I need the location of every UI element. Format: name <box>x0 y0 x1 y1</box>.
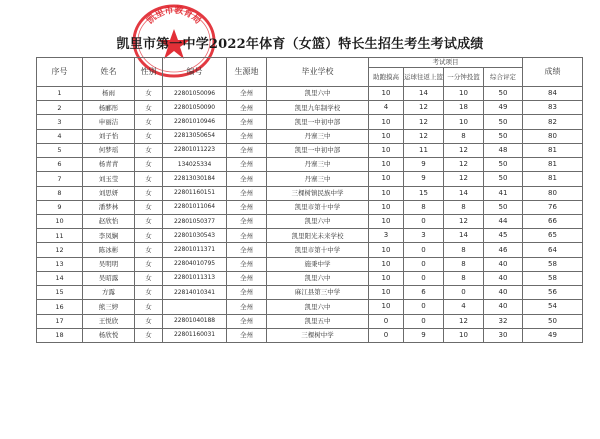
cell-origin: 全州 <box>227 214 267 228</box>
cell-total: 58 <box>523 271 583 285</box>
cell-shuttle: 14 <box>404 87 444 101</box>
header-exam-items: 考试项目 <box>369 58 523 68</box>
cell-dribble: 4 <box>369 101 404 115</box>
cell-seq: 16 <box>37 300 83 314</box>
cell-dribble: 10 <box>369 286 404 300</box>
cell-name: 李凤娴 <box>83 229 135 243</box>
cell-overall: 50 <box>484 129 523 143</box>
cell-overall: 32 <box>484 314 523 328</box>
cell-total: 81 <box>523 143 583 157</box>
cell-overall: 30 <box>484 328 523 342</box>
cell-origin: 全州 <box>227 229 267 243</box>
cell-school: 凯里九年制学校 <box>267 101 369 115</box>
cell-name: 申丽洁 <box>83 115 135 129</box>
cell-shuttle: 11 <box>404 143 444 157</box>
cell-school: 凯里市第十中学 <box>267 200 369 214</box>
cell-total: 65 <box>523 229 583 243</box>
cell-dribble: 10 <box>369 129 404 143</box>
cell-dribble: 0 <box>369 314 404 328</box>
table-row <box>37 129 583 143</box>
header-origin: 生源地 <box>227 58 267 87</box>
cell-seq: 12 <box>37 243 83 257</box>
cell-name: 赵欣怡 <box>83 214 135 228</box>
cell-shuttle: 0 <box>404 314 444 328</box>
table-row <box>37 271 583 285</box>
cell-school: 三棵树中学 <box>267 328 369 342</box>
cell-overall: 48 <box>484 143 523 157</box>
cell-id: 22801011371 <box>163 243 227 257</box>
cell-gender: 女 <box>135 300 163 314</box>
cell-seq: 17 <box>37 314 83 328</box>
table-row <box>37 214 583 228</box>
cell-jump: 10 <box>444 115 484 129</box>
table-row <box>37 172 583 186</box>
cell-shuttle: 0 <box>404 214 444 228</box>
cell-name: 杨欣悦 <box>83 328 135 342</box>
cell-school: 丹寨三中 <box>267 172 369 186</box>
cell-origin: 全州 <box>227 172 267 186</box>
cell-total: 64 <box>523 243 583 257</box>
cell-seq: 1 <box>37 87 83 101</box>
cell-name: 何梦瑶 <box>83 143 135 157</box>
cell-seq: 14 <box>37 271 83 285</box>
cell-gender: 女 <box>135 229 163 243</box>
cell-gender: 女 <box>135 129 163 143</box>
cell-shuttle: 12 <box>404 101 444 115</box>
cell-overall: 50 <box>484 200 523 214</box>
cell-seq: 5 <box>37 143 83 157</box>
cell-name: 杨雨 <box>83 87 135 101</box>
cell-gender: 女 <box>135 115 163 129</box>
cell-name: 刘思妍 <box>83 186 135 200</box>
cell-overall: 50 <box>484 158 523 172</box>
cell-id: 22801030543 <box>163 229 227 243</box>
header-name: 姓名 <box>83 58 135 87</box>
cell-name: 杨郦彤 <box>83 101 135 115</box>
cell-school: 凯里一中初中部 <box>267 143 369 157</box>
cell-shuttle: 0 <box>404 257 444 271</box>
cell-gender: 女 <box>135 186 163 200</box>
table-row <box>37 101 583 115</box>
cell-shuttle: 9 <box>404 328 444 342</box>
cell-total: 50 <box>523 314 583 328</box>
cell-overall: 40 <box>484 257 523 271</box>
cell-id: 22801050096 <box>163 87 227 101</box>
header-seq: 序号 <box>37 58 83 87</box>
cell-id: 22801160151 <box>163 186 227 200</box>
cell-total: 54 <box>523 300 583 314</box>
cell-origin: 全州 <box>227 300 267 314</box>
cell-total: 49 <box>523 328 583 342</box>
cell-gender: 女 <box>135 328 163 342</box>
cell-seq: 18 <box>37 328 83 342</box>
table-row <box>37 328 583 342</box>
cell-school: 凯里阳光未来学校 <box>267 229 369 243</box>
cell-overall: 40 <box>484 271 523 285</box>
cell-total: 56 <box>523 286 583 300</box>
cell-gender: 女 <box>135 257 163 271</box>
cell-origin: 全州 <box>227 186 267 200</box>
header-school: 毕业学校 <box>267 58 369 87</box>
cell-overall: 40 <box>484 286 523 300</box>
cell-name: 熊三婷 <box>83 300 135 314</box>
cell-school: 凯里六中 <box>267 271 369 285</box>
cell-seq: 15 <box>37 286 83 300</box>
cell-origin: 全州 <box>227 271 267 285</box>
cell-seq: 8 <box>37 186 83 200</box>
cell-id: 22804010795 <box>163 257 227 271</box>
cell-seq: 3 <box>37 115 83 129</box>
header-overall: 综合评定 <box>484 68 523 87</box>
cell-shuttle: 15 <box>404 186 444 200</box>
cell-seq: 2 <box>37 101 83 115</box>
cell-total: 58 <box>523 257 583 271</box>
cell-name: 潘梦林 <box>83 200 135 214</box>
cell-origin: 全州 <box>227 143 267 157</box>
cell-total: 66 <box>523 214 583 228</box>
cell-school: 麻江县第三中学 <box>267 286 369 300</box>
header-gender: 性别 <box>135 58 163 87</box>
cell-school: 凯里市第十中学 <box>267 243 369 257</box>
cell-overall: 44 <box>484 214 523 228</box>
cell-dribble: 0 <box>369 328 404 342</box>
cell-origin: 全州 <box>227 243 267 257</box>
cell-overall: 40 <box>484 300 523 314</box>
cell-shuttle: 8 <box>404 200 444 214</box>
cell-gender: 女 <box>135 101 163 115</box>
cell-dribble: 10 <box>369 186 404 200</box>
cell-dribble: 10 <box>369 158 404 172</box>
cell-jump: 12 <box>444 158 484 172</box>
cell-origin: 全州 <box>227 200 267 214</box>
document-title: 凯里市第一中学2022年体育（女篮）特长生招生考生考试成绩 <box>116 37 484 52</box>
header-jump: 一分钟投篮 <box>444 68 484 87</box>
cell-jump: 12 <box>444 143 484 157</box>
header-id: 编号 <box>163 58 227 87</box>
cell-overall: 50 <box>484 87 523 101</box>
header-shuttle: 运球往返上篮 <box>404 68 444 87</box>
cell-school: 施秉中学 <box>267 257 369 271</box>
cell-total: 82 <box>523 115 583 129</box>
table-row <box>37 158 583 172</box>
cell-id: 22801160031 <box>163 328 227 342</box>
cell-jump: 10 <box>444 87 484 101</box>
cell-gender: 女 <box>135 200 163 214</box>
cell-shuttle: 12 <box>404 129 444 143</box>
cell-name: 刘子怡 <box>83 129 135 143</box>
cell-total: 84 <box>523 87 583 101</box>
cell-school: 丹寨三中 <box>267 158 369 172</box>
cell-shuttle: 0 <box>404 271 444 285</box>
cell-name: 吴明明 <box>83 257 135 271</box>
cell-overall: 49 <box>484 101 523 115</box>
cell-dribble: 10 <box>369 257 404 271</box>
cell-name: 吴昭露 <box>83 271 135 285</box>
cell-total: 83 <box>523 101 583 115</box>
cell-origin: 全州 <box>227 328 267 342</box>
cell-total: 81 <box>523 172 583 186</box>
cell-overall: 50 <box>484 172 523 186</box>
cell-gender: 女 <box>135 243 163 257</box>
cell-school: 凯里六中 <box>267 214 369 228</box>
table-row <box>37 186 583 200</box>
cell-origin: 全州 <box>227 101 267 115</box>
cell-jump: 8 <box>444 243 484 257</box>
cell-origin: 全州 <box>227 158 267 172</box>
cell-jump: 12 <box>444 214 484 228</box>
cell-school: 凯里五中 <box>267 314 369 328</box>
cell-jump: 12 <box>444 314 484 328</box>
cell-gender: 女 <box>135 87 163 101</box>
cell-shuttle: 3 <box>404 229 444 243</box>
cell-total: 80 <box>523 186 583 200</box>
cell-jump: 10 <box>444 328 484 342</box>
cell-origin: 全州 <box>227 115 267 129</box>
cell-total: 81 <box>523 158 583 172</box>
table-row <box>37 229 583 243</box>
cell-id: 22801011313 <box>163 271 227 285</box>
cell-shuttle: 0 <box>404 243 444 257</box>
cell-school: 凯里一中初中部 <box>267 115 369 129</box>
cell-jump: 12 <box>444 172 484 186</box>
cell-dribble: 10 <box>369 143 404 157</box>
cell-seq: 4 <box>37 129 83 143</box>
cell-dribble: 10 <box>369 300 404 314</box>
cell-origin: 全州 <box>227 314 267 328</box>
cell-id: 22801050377 <box>163 214 227 228</box>
cell-gender: 女 <box>135 172 163 186</box>
table-row <box>37 314 583 328</box>
cell-dribble: 10 <box>369 243 404 257</box>
cell-overall: 46 <box>484 243 523 257</box>
cell-jump: 8 <box>444 129 484 143</box>
table-row <box>37 257 583 271</box>
cell-seq: 13 <box>37 257 83 271</box>
cell-id: 22813030184 <box>163 172 227 186</box>
cell-origin: 全州 <box>227 286 267 300</box>
cell-gender: 女 <box>135 214 163 228</box>
cell-gender: 女 <box>135 286 163 300</box>
cell-gender: 女 <box>135 314 163 328</box>
table-row <box>37 143 583 157</box>
cell-school: 凯里六中 <box>267 300 369 314</box>
cell-name: 刘玉莹 <box>83 172 135 186</box>
cell-gender: 女 <box>135 271 163 285</box>
cell-jump: 4 <box>444 300 484 314</box>
cell-id: 22801011064 <box>163 200 227 214</box>
header-total: 成绩 <box>523 58 583 87</box>
cell-name: 王悦欣 <box>83 314 135 328</box>
cell-shuttle: 6 <box>404 286 444 300</box>
cell-school: 凯里六中 <box>267 87 369 101</box>
cell-id: 22814010341 <box>163 286 227 300</box>
cell-origin: 全州 <box>227 87 267 101</box>
cell-jump: 14 <box>444 186 484 200</box>
cell-id: 22801050090 <box>163 101 227 115</box>
cell-name: 方露 <box>83 286 135 300</box>
cell-dribble: 10 <box>369 87 404 101</box>
cell-total: 76 <box>523 200 583 214</box>
cell-total: 80 <box>523 129 583 143</box>
cell-overall: 45 <box>484 229 523 243</box>
cell-dribble: 10 <box>369 115 404 129</box>
header-dribble: 助跑摸高 <box>369 68 404 87</box>
cell-shuttle: 9 <box>404 158 444 172</box>
cell-origin: 全州 <box>227 257 267 271</box>
results-table <box>36 57 583 343</box>
cell-dribble: 10 <box>369 172 404 186</box>
table-row <box>37 115 583 129</box>
cell-school: 三棵树镇民族中学 <box>267 186 369 200</box>
cell-seq: 9 <box>37 200 83 214</box>
cell-id: 22801011223 <box>163 143 227 157</box>
table-row <box>37 286 583 300</box>
cell-jump: 8 <box>444 257 484 271</box>
cell-name: 杨青青 <box>83 158 135 172</box>
cell-overall: 50 <box>484 115 523 129</box>
cell-origin: 全州 <box>227 129 267 143</box>
cell-dribble: 10 <box>369 214 404 228</box>
cell-shuttle: 12 <box>404 115 444 129</box>
cell-jump: 8 <box>444 271 484 285</box>
cell-id: 22801040188 <box>163 314 227 328</box>
seal-text: 凯里市教育局 <box>145 5 203 27</box>
cell-overall: 41 <box>484 186 523 200</box>
cell-jump: 18 <box>444 101 484 115</box>
cell-gender: 女 <box>135 158 163 172</box>
cell-dribble: 10 <box>369 271 404 285</box>
cell-seq: 11 <box>37 229 83 243</box>
cell-id: 22801010946 <box>163 115 227 129</box>
cell-seq: 6 <box>37 158 83 172</box>
cell-name: 陈冰彬 <box>83 243 135 257</box>
cell-shuttle: 0 <box>404 300 444 314</box>
table-row <box>37 87 583 101</box>
cell-dribble: 3 <box>369 229 404 243</box>
cell-gender: 女 <box>135 143 163 157</box>
cell-jump: 8 <box>444 200 484 214</box>
cell-shuttle: 9 <box>404 172 444 186</box>
table-row <box>37 300 583 314</box>
cell-jump: 0 <box>444 286 484 300</box>
cell-seq: 7 <box>37 172 83 186</box>
cell-id: 134025334 <box>163 158 227 172</box>
cell-dribble: 10 <box>369 200 404 214</box>
cell-seq: 10 <box>37 214 83 228</box>
table-row <box>37 200 583 214</box>
cell-id: 22813050654 <box>163 129 227 143</box>
cell-jump: 14 <box>444 229 484 243</box>
cell-id <box>163 300 227 314</box>
table-row <box>37 243 583 257</box>
cell-school: 丹寨三中 <box>267 129 369 143</box>
